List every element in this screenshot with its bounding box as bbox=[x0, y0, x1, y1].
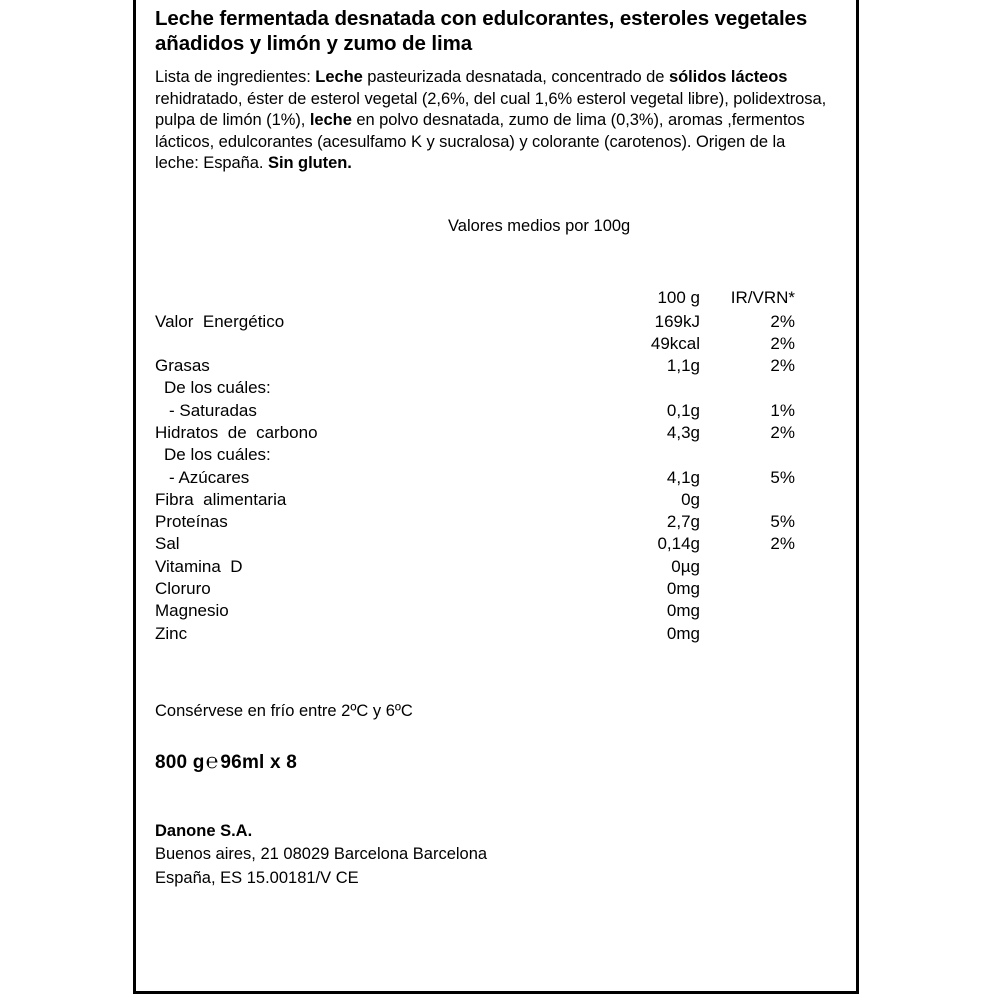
table-row bbox=[155, 489, 795, 511]
nutrient-amount: 1,1g bbox=[666, 356, 700, 376]
nutrient-reference-intake bbox=[700, 600, 795, 622]
nutrient-reference-intake: 5% bbox=[770, 467, 795, 487]
nutrient-name: - Azúcares bbox=[169, 467, 250, 487]
nutrient-amount: 4,3g bbox=[666, 422, 700, 442]
nutrient-name bbox=[155, 333, 520, 355]
ingredient-text: en polvo desnatada, zumo de lima (0,3%), aromas ,fermentos lácticos, edulcorantes (acesulfamo K y sucralosa) y colorante (carotenos). Origen de la leche: España. bbox=[155, 111, 805, 172]
nutrient-reference-intake: 2% bbox=[770, 311, 795, 331]
nutrition-table-head bbox=[155, 285, 795, 311]
table-row bbox=[155, 511, 795, 533]
nutrient-amount: 0mg bbox=[666, 623, 700, 643]
nutrient-reference-intake bbox=[700, 489, 795, 511]
nutrient-reference-intake: 2% bbox=[770, 333, 795, 353]
table-row bbox=[155, 578, 795, 600]
ingredient-text: Lista de ingredientes: bbox=[155, 68, 316, 86]
nutrient-name: Fibra alimentaria bbox=[155, 489, 287, 509]
nutrient-reference-intake bbox=[700, 556, 795, 578]
label-content bbox=[155, 6, 843, 890]
nutrient-amount: 0mg bbox=[666, 579, 700, 599]
ingredient-allergen: sólidos lácteos bbox=[668, 68, 788, 86]
manufacturer-block bbox=[155, 820, 843, 891]
nutrient-amount: 169kJ bbox=[654, 311, 700, 331]
nutrient-reference-intake bbox=[700, 444, 795, 466]
net-weight-line bbox=[155, 750, 843, 774]
manufacturer-country: España, ES 15.00181/V CE bbox=[155, 868, 359, 887]
manufacturer-address: Buenos aires, 21 08029 Barcelona Barcelona bbox=[155, 845, 488, 864]
nutrient-reference-intake bbox=[700, 623, 795, 645]
ingredient-allergen: Leche bbox=[315, 68, 363, 86]
header-amount: 100 g bbox=[657, 287, 700, 307]
ingredient-allergen: leche bbox=[309, 111, 352, 129]
ingredient-text: pasteurizada desnatada, concentrado de bbox=[362, 68, 669, 86]
nutrient-reference-intake bbox=[700, 377, 795, 399]
product-title: Leche fermentada desnatada con edulcorantes, esteroles vegetales añadidos y limón y zumo de lima bbox=[155, 7, 808, 55]
header-nutrient bbox=[155, 285, 520, 311]
table-row bbox=[155, 600, 795, 622]
nutrient-reference-intake: 2% bbox=[770, 422, 795, 442]
ingredients-list bbox=[155, 67, 827, 175]
nutrient-name: Proteínas bbox=[155, 512, 228, 532]
manufacturer-name: Danone S.A. bbox=[155, 821, 253, 840]
table-row bbox=[155, 377, 795, 399]
nutrient-reference-intake: 1% bbox=[770, 400, 795, 420]
nutrient-name: Sal bbox=[155, 534, 180, 554]
header-reference: IR/VRN* bbox=[730, 287, 795, 307]
nutrient-reference-intake bbox=[700, 578, 795, 600]
nutrient-amount bbox=[520, 377, 700, 399]
net-weight-value: 800 g bbox=[155, 751, 205, 773]
nutrient-reference-intake: 2% bbox=[770, 356, 795, 376]
nutrient-name: Magnesio bbox=[155, 601, 229, 621]
nutrient-name: Zinc bbox=[155, 623, 188, 643]
table-row bbox=[155, 533, 795, 555]
nutrient-amount bbox=[520, 444, 700, 466]
nutrient-name: Grasas bbox=[155, 356, 210, 376]
nutrition-caption: Valores medios por 100g bbox=[448, 216, 631, 235]
ingredient-allergen: Sin gluten. bbox=[268, 154, 352, 172]
nutrient-name: Vitamina D bbox=[155, 556, 243, 576]
nutrition-table bbox=[155, 285, 795, 645]
estimated-sign-icon: ℮ bbox=[205, 749, 219, 773]
nutrition-table-body bbox=[155, 311, 795, 645]
nutrient-amount: 0µg bbox=[671, 556, 700, 576]
ingredient-text: rehidratado, éster de esterol vegetal (2,6%, del cual 1,6% esterol vegetal libre), polidextrosa, pulpa de limón (1%), bbox=[155, 89, 827, 129]
table-row bbox=[155, 355, 795, 377]
nutrient-reference-intake: 5% bbox=[770, 512, 795, 532]
table-row bbox=[155, 311, 795, 333]
nutrient-amount: 2,7g bbox=[666, 512, 700, 532]
net-weight-format: 96ml x 8 bbox=[220, 751, 298, 773]
table-row bbox=[155, 556, 795, 578]
nutrient-amount: 49kcal bbox=[650, 333, 700, 353]
nutrient-name: Valor Energético bbox=[155, 311, 285, 331]
nutrient-amount: 4,1g bbox=[666, 467, 700, 487]
table-row bbox=[155, 623, 795, 645]
nutrient-amount: 0mg bbox=[666, 601, 700, 621]
nutrient-amount: 0g bbox=[681, 489, 700, 509]
table-row bbox=[155, 422, 795, 444]
table-header-row bbox=[155, 285, 795, 311]
table-row bbox=[155, 444, 795, 466]
table-row bbox=[155, 333, 795, 355]
nutrition-label-frame bbox=[133, 0, 859, 994]
nutrient-name: - Saturadas bbox=[169, 400, 257, 420]
nutrient-name: Hidratos de carbono bbox=[155, 422, 318, 442]
nutrient-reference-intake: 2% bbox=[770, 534, 795, 554]
nutrient-name: De los cuáles: bbox=[164, 378, 271, 398]
storage-instructions: Consérvese en frío entre 2ºC y 6ºC bbox=[155, 701, 413, 720]
nutrient-name: Cloruro bbox=[155, 579, 211, 599]
table-row bbox=[155, 467, 795, 489]
nutrient-name: De los cuáles: bbox=[164, 445, 271, 465]
nutrient-amount: 0,1g bbox=[666, 400, 700, 420]
nutrient-amount: 0,14g bbox=[657, 534, 700, 554]
table-row bbox=[155, 400, 795, 422]
